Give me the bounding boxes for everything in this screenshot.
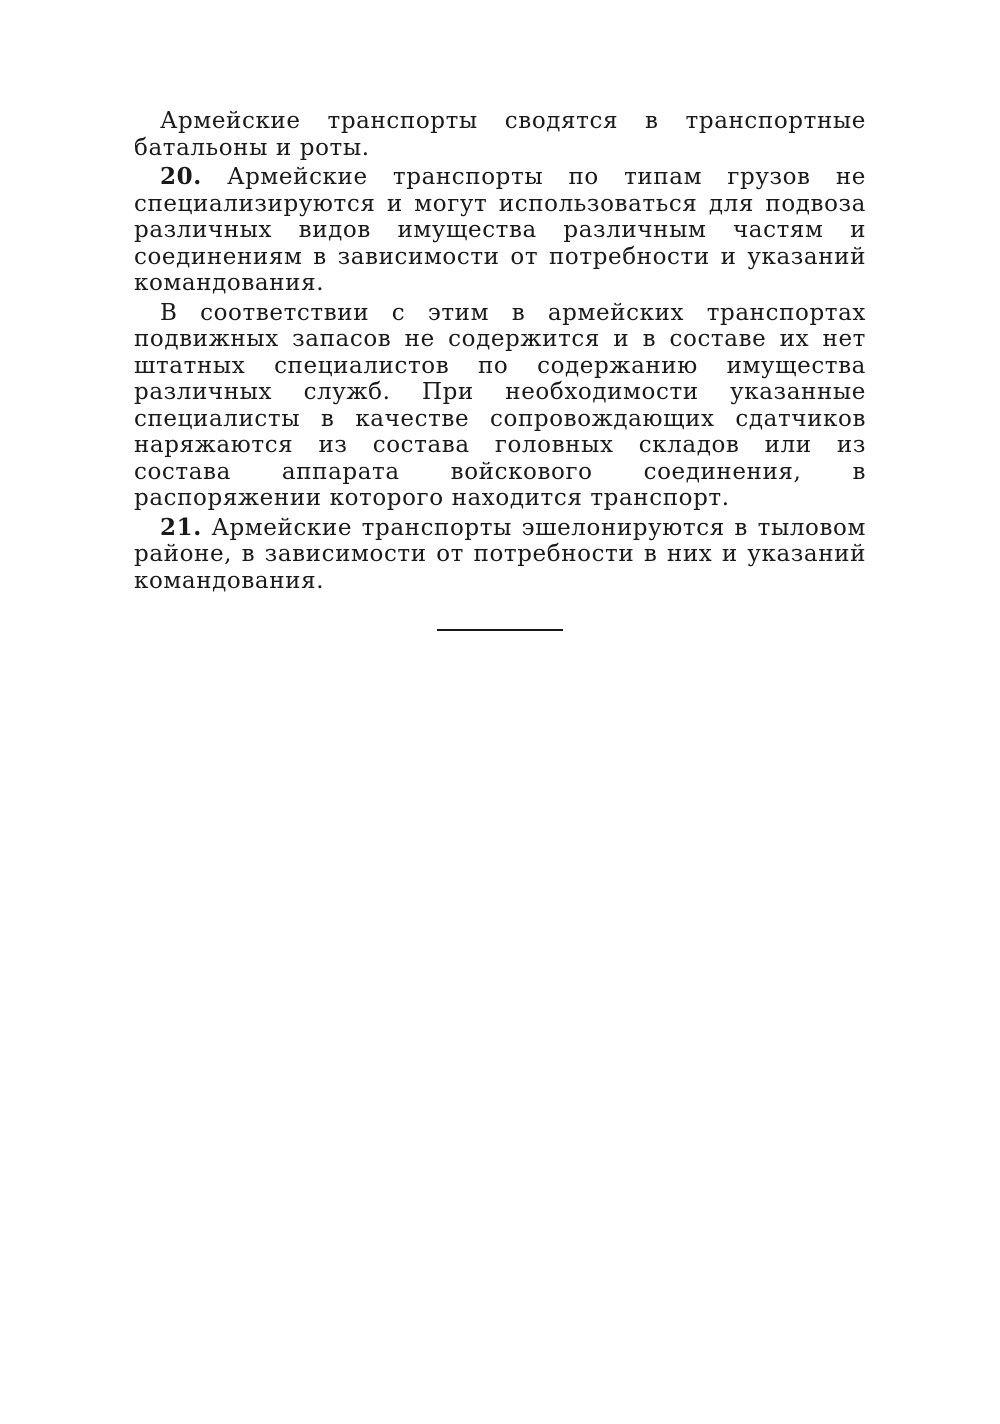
section-divider xyxy=(437,629,563,631)
paragraph-3-text: В соответствии с этим в армейских транспортах подвижных запасов не содержится и в составе их нет штатных специалистов по содержанию имущества различных служб. При необходимости указанные специалисты в качестве сопровождающих сдатчиков наряжаются из состава головных складов или из состава аппарата войскового соединения, в распоряжении которого находится транспорт. xyxy=(134,299,866,511)
paragraph-20-number: 20. xyxy=(160,163,202,190)
paragraph-20-text: Армейские транспорты по типам грузов не специализируются и могут использоваться для подвоза различных видов имущества различным частям и соединениям в зависимости от потребности и указаний командования. xyxy=(134,164,866,296)
paragraph-1 xyxy=(134,108,866,161)
body-text xyxy=(134,108,866,594)
paragraph-1-text: Армейские транспорты сводятся в транспортные батальоны и роты. xyxy=(134,108,866,161)
paragraph-21-text: Армейские транспорты эшелонируются в тыловом районе, в зависимости от потребности в них и указаний командования. xyxy=(134,514,866,594)
paragraph-21-number: 21. xyxy=(160,513,202,541)
paragraph-21 xyxy=(134,515,866,595)
paragraph-20 xyxy=(134,164,866,297)
paragraph-3 xyxy=(134,300,866,512)
